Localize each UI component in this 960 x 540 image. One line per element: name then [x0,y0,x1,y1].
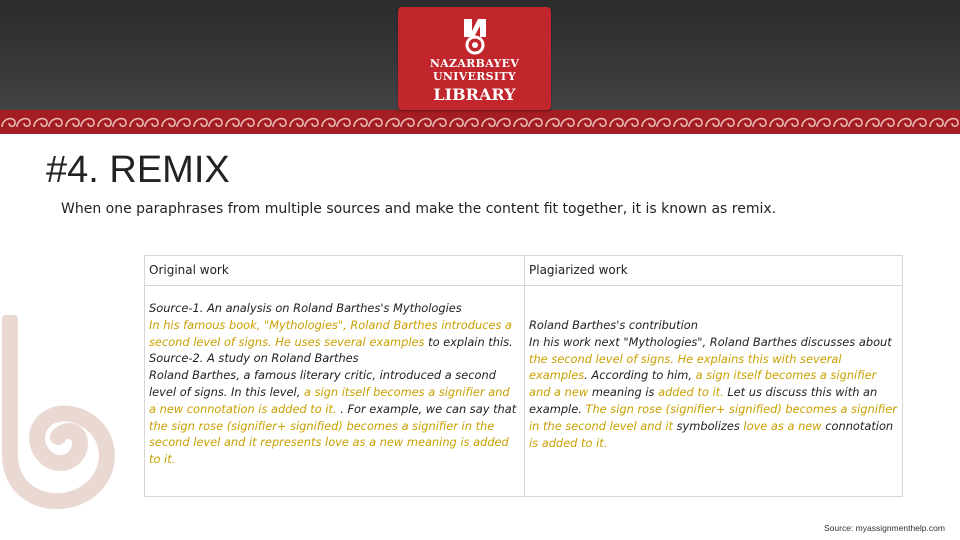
cell-spacer [529,300,898,317]
source-2-highlight-a: a sign itself becomes a signifier and a new connotation is added to it. [149,384,510,416]
slide-subtitle: When one paraphrases from multiple sources and make the content fit together, it is known as remix. [61,201,777,217]
table-row [145,286,903,497]
header-original-work: Original work [145,256,525,286]
ornament-border [0,110,960,134]
source-1-plain: to explain this. [424,334,513,349]
logo-line-2: UNIVERSITY [433,70,516,83]
plagiarized-work-cell [525,286,903,497]
plagiarized-text [529,334,898,452]
source-2-plain-b: . For example, we can say that [336,401,517,416]
original-work-cell [145,286,525,497]
plag-highlight-2: a sign itself becomes a signifier and a new [529,368,877,400]
slide-title: #4. REMIX [46,149,230,191]
library-logo [398,7,551,110]
table-header-row [145,256,903,286]
logo-line-3: LIBRARY [433,85,516,104]
plag-plain-4: Let us discuss this with an example. [529,385,878,416]
plag-highlight-6: is added to it. [529,435,608,450]
header-plagiarized-work: Plagiarized work [525,256,903,286]
plag-plain-3: meaning is [588,385,659,400]
plag-highlight-4: The sign rose (signifier+ signified) becomes a signifier in the second level and it [529,401,897,433]
plag-plain-6: connotation [825,418,894,433]
source-2-heading: Source-2. A study on Roland Barthes [149,351,359,366]
source-credit: Source: myassignmenthelp.com [824,523,945,533]
source-2-highlight-b: the sign rose (signifier+ signified) becomes a signifier in the second level and it represents love as a new meaning is added to it. [149,418,509,467]
plag-highlight-5: love as a new [739,418,826,433]
plag-plain-2: . According to him, [584,368,696,383]
source-2-plain-a: Roland Barthes, a famous literary critic, introduced a second level of signs. In this level, [149,368,496,399]
source-2-text [149,367,520,468]
comparison-table [144,255,903,497]
plag-highlight-1: the second level of signs. He explains this with several examples [529,351,842,383]
source-1-text [149,317,520,351]
source-1-highlight: In his famous book, "Mythologies", Roland Barthes introduces a second level of signs. He uses several examples [149,317,512,349]
nu-emblem-icon [460,17,490,55]
source-1-heading: Source-1. An analysis on Roland Barthes's Mythologies [149,301,462,315]
decorative-swirl-icon [0,315,120,515]
plag-plain-5: symbolizes [676,418,740,433]
logo-line-1: NAZARBAYEV [429,57,520,70]
plagiarized-heading: Roland Barthes's contribution [529,318,698,332]
plag-plain-1: In his work next "Mythologies", Roland Barthes discusses about [529,334,892,349]
plag-highlight-3: added to it. [658,385,724,400]
